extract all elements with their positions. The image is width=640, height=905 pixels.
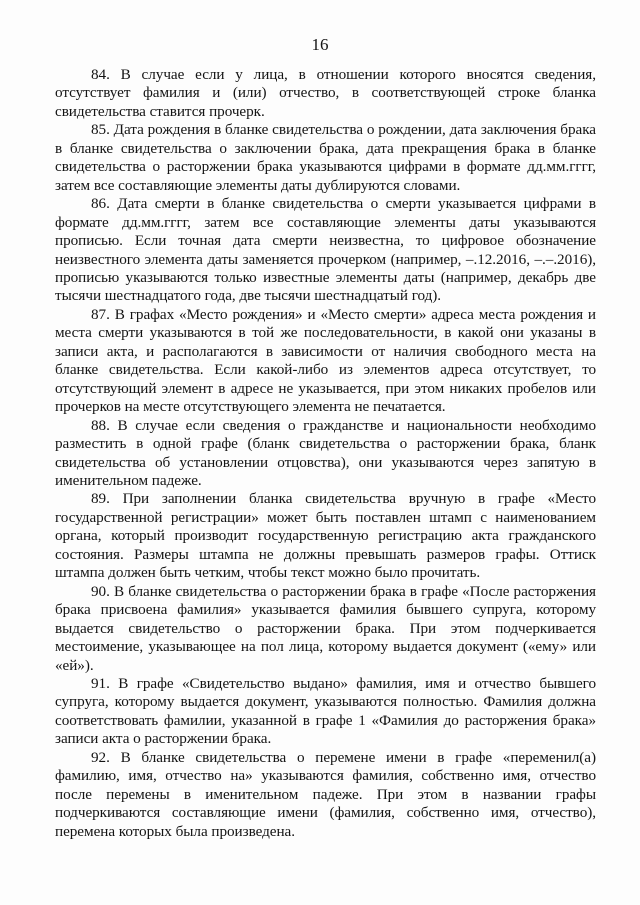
paragraph-92: 92. В бланке свидетельства о перемене имени в графе «переменил(а) фамилию, имя, отчество на» указываются фамилия, собственно имя, отчество после перемены в именительном падеже. При этом в названии графы подчеркиваются составляющие имени (фамилия, собственно имя, отчество), перемена которых была произведена. bbox=[55, 748, 596, 840]
paragraph-84: 84. В случае если у лица, в отношении которого вносятся сведения, отсутствует фамилия и (или) отчество, в соответствующей строке бланка свидетельства ставится прочерк. bbox=[55, 66, 596, 120]
paragraph-88: 88. В случае если сведения о гражданстве и национальности необходимо разместить в одной графе (бланк свидетельства о расторжении брака, бланк свидетельства об установлении отцовства), они указываются через запятую в именительном падеже. bbox=[55, 416, 596, 489]
paragraph-87: 87. В графах «Место рождения» и «Место смерти» адреса места рождения и места смерти указываются в той же последовательности, в какой они указаны в записи акта, и располагаются в зависимости от наличия свободного места на бланке свидетельства. Если какой-либо из элементов адреса отсутствует, то отсутствующий элемент в адресе не указывается, при этом никаких пробелов или прочерков на месте отсутствующего элемента не печатается. bbox=[55, 305, 596, 416]
paragraph-86: 86. Дата смерти в бланке свидетельства о смерти указывается цифрами в формате дд.мм.гггг, затем все составляющие элементы даты указываются прописью. Если точная дата смерти неизвестна, то цифровое обозначение неизвестного элемента даты заменяется прочерком (например, –.12.2016, –.–.2016), прописью указываются только известные элементы даты (например, декабрь две тысячи шестнадцатого года, две тысячи шестнадцатый год). bbox=[55, 195, 596, 305]
paragraph-90: 90. В бланке свидетельства о расторжении брака в графе «После расторжения брака присвоена фамилия» указывается фамилия бывшего супруга, которому выдается свидетельство о расторжении брака. При этом подчеркивается местоимение, указывающее на пол лица, которому выдается документ («ему» или «ей»). bbox=[55, 582, 596, 674]
document-body bbox=[55, 66, 596, 841]
paragraph-89: 89. При заполнении бланка свидетельства вручную в графе «Место государственной регистрации» может быть поставлен штамп с наименованием органа, который производит государственную регистрацию акта гражданского состояния. Размеры штампа не должны превышать размеров графы. Оттиск штампа должен быть четким, чтобы текст можно было прочитать. bbox=[55, 490, 596, 582]
page-number: 16 bbox=[311, 35, 329, 54]
paragraph-85: 85. Дата рождения в бланке свидетельства о рождении, дата заключения брака в бланке свидетельства о заключении брака, дата прекращения брака в бланке свидетельства о расторжении брака указываются цифрами в формате дд.мм.гггг, затем все составляющие элементы даты дублируются словами. bbox=[55, 121, 596, 194]
paragraph-91: 91. В графе «Свидетельство выдано» фамилия, имя и отчество бывшего супруга, которому выдается документ, указываются полностью. Фамилия должна соответствовать фамилии, указанной в графе 1 «Фамилия до расторжения брака» записи акта о расторжении брака. bbox=[55, 674, 596, 748]
